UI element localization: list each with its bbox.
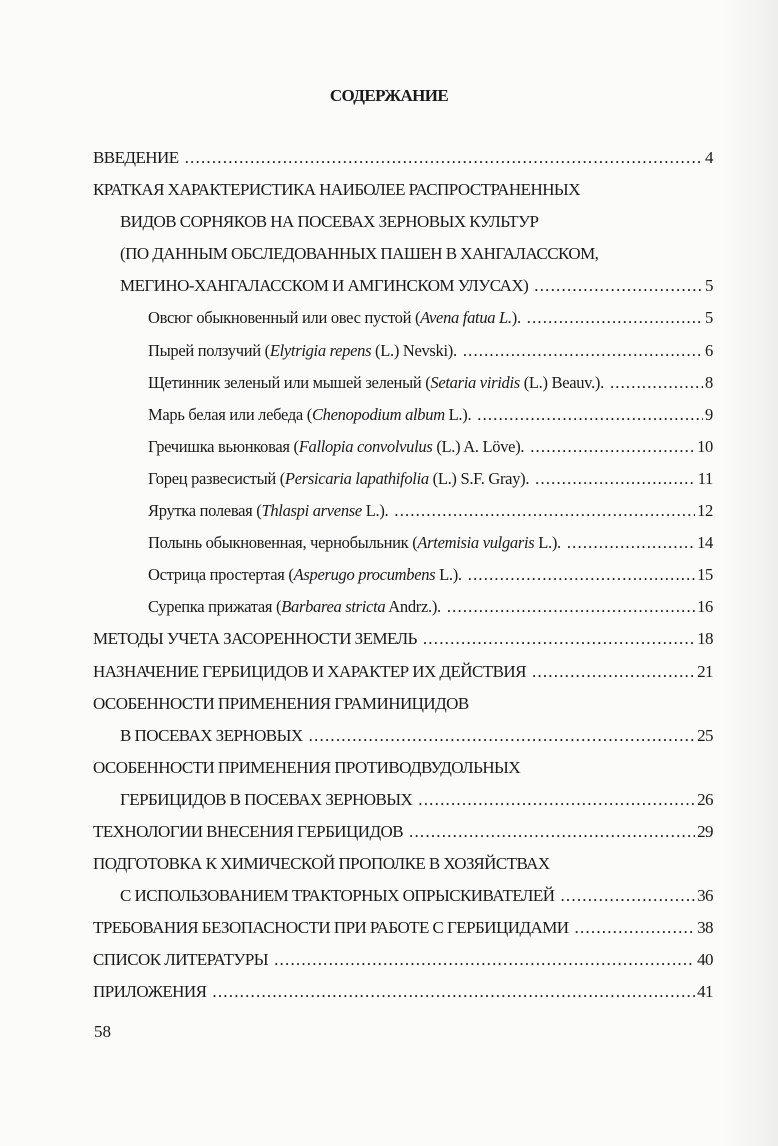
entry-text: (L.) A. Löve). [432, 436, 525, 456]
latin-name: Chenopodium album [311, 404, 445, 424]
entry-page-number: 6 [705, 340, 713, 360]
entry-title [148, 591, 441, 623]
entry-title [120, 720, 303, 752]
toc-entry [93, 976, 713, 1008]
toc-entry [93, 816, 713, 848]
entry-title [120, 206, 538, 238]
entry-title [148, 431, 524, 463]
entry-page-number: 14 [697, 533, 713, 553]
toc-subentry [93, 431, 713, 463]
dot-leader [423, 623, 695, 655]
toc-subentry [93, 367, 713, 399]
toc-entry [93, 142, 713, 174]
latin-name: Avena fatua L. [420, 308, 512, 328]
entry-page-number: 41 [697, 982, 713, 1002]
entry-title [93, 944, 268, 976]
entry-title [120, 270, 528, 302]
entry-text: ПРИЛОЖЕНИЯ [93, 982, 207, 1002]
entry-page-number: 5 [705, 308, 713, 328]
entry-page-number: 9 [705, 404, 713, 424]
entry-title [148, 463, 529, 495]
toc-entry [93, 752, 713, 784]
entry-title [148, 367, 604, 399]
dot-leader [274, 944, 695, 976]
toc-entry [93, 720, 713, 752]
entry-text: КРАТКАЯ ХАРАКТЕРИСТИКА НАИБОЛЕЕ РАСПРОСТРАНЕННЫХ [93, 180, 580, 200]
entry-page-number: 8 [705, 372, 713, 392]
entry-title [93, 848, 550, 880]
latin-name: Elytrigia repens [269, 340, 372, 360]
entry-title [148, 302, 521, 334]
entry-text: С ИСПОЛЬЗОВАНИЕМ ТРАКТОРНЫХ ОПРЫСКИВАТЕЛЕЙ [120, 886, 555, 906]
scan-shading [720, 0, 778, 1146]
entry-page-number: 12 [697, 501, 713, 521]
entry-text: Острица простертая ( [148, 565, 294, 585]
dot-leader [447, 591, 695, 623]
dot-leader [534, 270, 703, 302]
dot-leader [560, 880, 695, 912]
entry-page-number: 25 [697, 725, 713, 745]
dot-leader [575, 912, 696, 944]
toc-subentry [93, 527, 713, 559]
dot-leader [535, 463, 696, 495]
entry-text: ВИДОВ СОРНЯКОВ НА ПОСЕВАХ ЗЕРНОВЫХ КУЛЬТУР [120, 212, 539, 232]
entry-text: (ПО ДАННЫМ ОБСЛЕДОВАННЫХ ПАШЕН В ХАНГАЛАССКОМ, [120, 244, 599, 264]
entry-title [148, 495, 388, 527]
entry-text: (L.) Nevski). [371, 340, 457, 360]
latin-name: Fallopia convolvulus [298, 436, 433, 456]
entry-page-number: 36 [697, 886, 713, 906]
entry-text: Полынь обыкновенная, чернобыльник ( [148, 533, 418, 553]
entry-page-number: 16 [697, 597, 713, 617]
entry-text: ОСОБЕННОСТИ ПРИМЕНЕНИЯ ГРАМИНИЦИДОВ [93, 693, 469, 713]
entry-text: ОСОБЕННОСТИ ПРИМЕНЕНИЯ ПРОТИВОДВУДОЛЬНЫХ [93, 757, 521, 777]
entry-text: Ярутка полевая ( [148, 501, 262, 521]
entry-text: НАЗНАЧЕНИЕ ГЕРБИЦИДОВ И ХАРАКТЕР ИХ ДЕЙСТВИЯ [93, 661, 526, 681]
toc-entry [93, 656, 713, 688]
toc-entry [93, 206, 713, 238]
page-number: 58 [94, 1022, 111, 1041]
entry-title [148, 335, 457, 367]
dot-leader [418, 784, 695, 816]
entry-text: Сурепка прижатая ( [148, 597, 282, 617]
entry-title [93, 816, 403, 848]
dot-leader [530, 431, 695, 463]
entry-page-number: 15 [697, 565, 713, 585]
entry-page-number: 38 [697, 918, 713, 938]
toc-entry [93, 238, 713, 270]
entry-text: (L.) S.F. Gray). [428, 468, 530, 488]
toc-entry [93, 623, 713, 655]
entry-page-number: 10 [697, 436, 713, 456]
latin-name: Thlaspi arvense [261, 501, 362, 521]
entry-page-number: 21 [697, 661, 713, 681]
entry-text: Марь белая или лебеда ( [148, 404, 312, 424]
entry-title [93, 688, 469, 720]
dot-leader [468, 559, 695, 591]
entry-title [148, 559, 462, 591]
dot-leader [532, 656, 695, 688]
toc-entry [93, 688, 713, 720]
entry-title [93, 623, 417, 655]
entry-title [120, 880, 554, 912]
entry-title [120, 784, 412, 816]
toc-subentry [93, 495, 713, 527]
entry-text: СПИСОК ЛИТЕРАТУРЫ [93, 950, 269, 970]
entry-page-number: 29 [697, 821, 713, 841]
entry-text: ). [511, 308, 521, 328]
toc-entry [93, 848, 713, 880]
entry-text: (L.) Beauv.). [519, 372, 604, 392]
entry-text: L.). [444, 404, 472, 424]
entry-text: В ПОСЕВАХ ЗЕРНОВЫХ [120, 725, 303, 745]
entry-page-number: 5 [705, 276, 713, 296]
toc-subentry [93, 463, 713, 495]
entry-title [120, 238, 598, 270]
entry-text: Andrz.). [385, 597, 441, 617]
entry-page-number: 40 [697, 950, 713, 970]
entry-page-number: 11 [697, 468, 713, 488]
entry-text: Щетинник зеленый или мышей зеленый ( [148, 372, 431, 392]
latin-name: Setaria viridis [430, 372, 520, 392]
dot-leader [477, 399, 703, 431]
entry-text: МЕТОДЫ УЧЕТА ЗАСОРЕННОСТИ ЗЕМЕЛЬ [93, 629, 417, 649]
entry-title [93, 142, 179, 174]
dot-leader [309, 720, 695, 752]
toc-entry [93, 944, 713, 976]
dot-leader [394, 495, 695, 527]
latin-name: Barbarea stricta [281, 597, 386, 617]
entry-title [148, 527, 561, 559]
toc-entry [93, 174, 713, 206]
entry-title [93, 656, 526, 688]
dot-leader [212, 976, 695, 1008]
entry-title [93, 976, 206, 1008]
entry-text: ВВЕДЕНИЕ [93, 148, 179, 167]
table-of-contents [93, 142, 713, 1009]
entry-page-number: 4 [705, 148, 713, 167]
entry-text: Горец развесистый ( [148, 468, 285, 488]
entry-page-number: 18 [697, 629, 713, 649]
entry-title [93, 912, 569, 944]
entry-title [93, 752, 520, 784]
toc-subentry [93, 335, 713, 367]
dot-leader [610, 367, 703, 399]
dot-leader [567, 527, 695, 559]
entry-page-number: 26 [697, 789, 713, 809]
entry-title [148, 399, 471, 431]
dot-leader [463, 335, 703, 367]
toc-subentry [93, 399, 713, 431]
toc-entry [93, 912, 713, 944]
dot-leader [409, 816, 695, 848]
entry-text: ГЕРБИЦИДОВ В ПОСЕВАХ ЗЕРНОВЫХ [120, 789, 413, 809]
entry-text: ПОДГОТОВКА К ХИМИЧЕСКОЙ ПРОПОЛКЕ В ХОЗЯЙСТВАХ [93, 854, 550, 874]
toc-subentry [93, 302, 713, 334]
dot-leader [527, 302, 703, 334]
toc-entry [93, 784, 713, 816]
toc-entry [93, 270, 713, 302]
entry-text: L.). [361, 501, 389, 521]
toc-subentry [93, 591, 713, 623]
entry-text: Гречишка вьюнковая ( [148, 436, 299, 456]
entry-text: L.). [435, 565, 462, 585]
latin-name: Asperugo procumbens [293, 565, 436, 585]
latin-name: Persicaria lapathifolia [284, 468, 429, 488]
entry-text: L.). [534, 533, 561, 553]
entry-title [93, 174, 580, 206]
dot-leader [185, 142, 703, 174]
toc-subentry [93, 559, 713, 591]
entry-text: ТЕХНОЛОГИИ ВНЕСЕНИЯ ГЕРБИЦИДОВ [93, 821, 404, 841]
entry-text: Овсюг обыкновенный или овес пустой ( [148, 308, 421, 328]
entry-text: ТРЕБОВАНИЯ БЕЗОПАСНОСТИ ПРИ РАБОТЕ С ГЕРБИЦИДАМИ [93, 918, 569, 938]
page-title: СОДЕРЖАНИЕ [329, 86, 449, 105]
latin-name: Artemisia vulgaris [417, 533, 535, 553]
entry-text: МЕГИНО-ХАНГАЛАССКОМ И АМГИНСКОМ УЛУСАХ) [120, 276, 529, 296]
entry-text: Пырей ползучий ( [148, 340, 270, 360]
toc-entry [93, 880, 713, 912]
